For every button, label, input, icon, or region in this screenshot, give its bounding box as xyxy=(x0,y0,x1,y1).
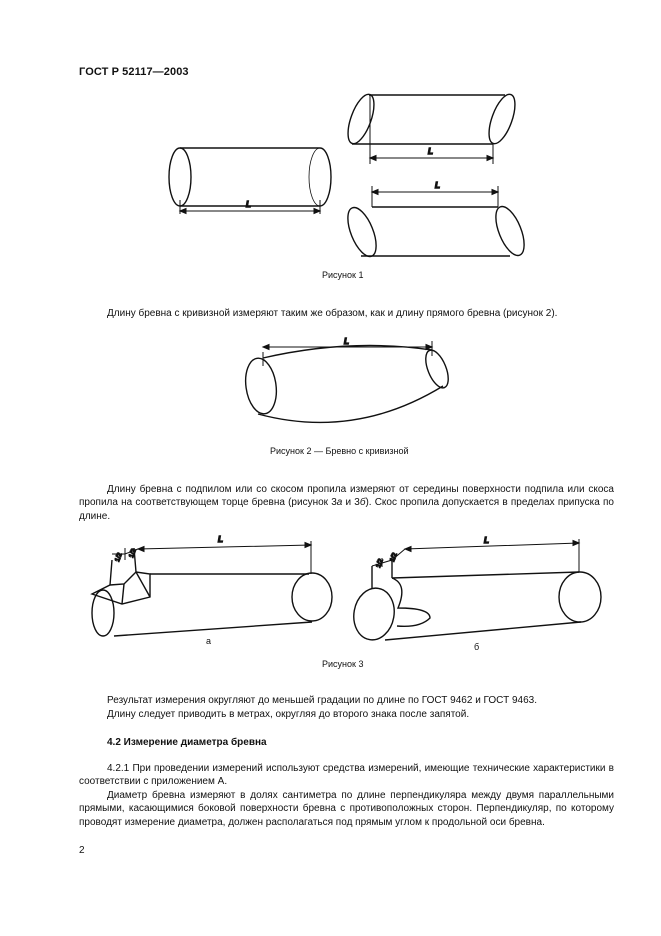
label-L-6: L xyxy=(484,536,489,545)
p2-ref-b: б xyxy=(359,497,366,509)
figure-3b-label: б xyxy=(474,642,480,652)
slanted-log-top xyxy=(343,91,521,147)
paragraph-rounding: Результат измерения округляют до меньшей градации по длине по ГОСТ 9462 и ГОСТ 9463. xyxy=(107,695,537,706)
p2-text-2: ). Скос пропила допускается в пределах припуска по длине. xyxy=(79,497,614,522)
label-L-4: L xyxy=(344,337,349,346)
section-title: 4.2 Измерение диаметра бревна xyxy=(107,737,267,748)
half-label-b2: 1/2 xyxy=(389,551,399,563)
slanted-log-bottom xyxy=(342,203,530,260)
dimension-line-5 xyxy=(112,541,311,574)
half-label-b1: 1/2 xyxy=(375,557,385,569)
figure-1-caption: Рисунок 1 xyxy=(322,270,364,280)
figure-3a-label: а xyxy=(206,636,212,646)
log-with-undercut xyxy=(92,548,332,636)
curved-log xyxy=(242,346,453,423)
dimension-line-6 xyxy=(372,539,579,572)
half-label-a1: 1/2 xyxy=(114,551,124,563)
half-label-a2: 1/2 xyxy=(128,547,138,559)
figure-2-caption: Рисунок 2 — Бревно с кривизной xyxy=(270,446,409,456)
paragraph-diameter: Диаметр бревна измеряют в долях сантиметра по длине перпендикуляра между двумя параллельными прямыми, касающимися боковой поверхности бревна с противоположных сторон. Перпендикуляр, по которому проводят измерение диаметра, должен располагаться под прямым углом к продольной оси бревна. xyxy=(79,790,614,828)
figure-3-caption: Рисунок 3 xyxy=(322,659,364,669)
paragraph-undercut xyxy=(79,483,614,523)
label-L-3: L xyxy=(435,181,440,190)
label-L-5: L xyxy=(218,535,223,544)
p2-ref-a: а xyxy=(336,497,343,509)
p2-text-and: и 3 xyxy=(342,497,360,509)
label-L-1: L xyxy=(246,200,251,209)
paragraph-4-2-1: 4.2.1 При проведении измерений используют средства измерений, имеющие технические характеристики в соответствии с приложением А. xyxy=(79,763,614,788)
document-code: ГОСТ Р 52117—2003 xyxy=(79,66,189,78)
log-with-bevel xyxy=(350,551,601,643)
page-number: 2 xyxy=(79,845,85,856)
p2-text-1: Длину бревна с подпилом или со скосом пропила измеряют от середины поверхности подпила или скоса пропила на соответствующем торце бревна (рисунок 3 xyxy=(79,484,614,509)
straight-log xyxy=(169,148,331,206)
paragraph-curved-log: Длину бревна с кривизной измеряют таким же образом, как и длину прямого бревна (рисунок 2). xyxy=(107,308,558,319)
label-L-2: L xyxy=(428,147,433,156)
paragraph-units: Длину следует приводить в метрах, округляя до второго знака после запятой. xyxy=(107,709,470,720)
